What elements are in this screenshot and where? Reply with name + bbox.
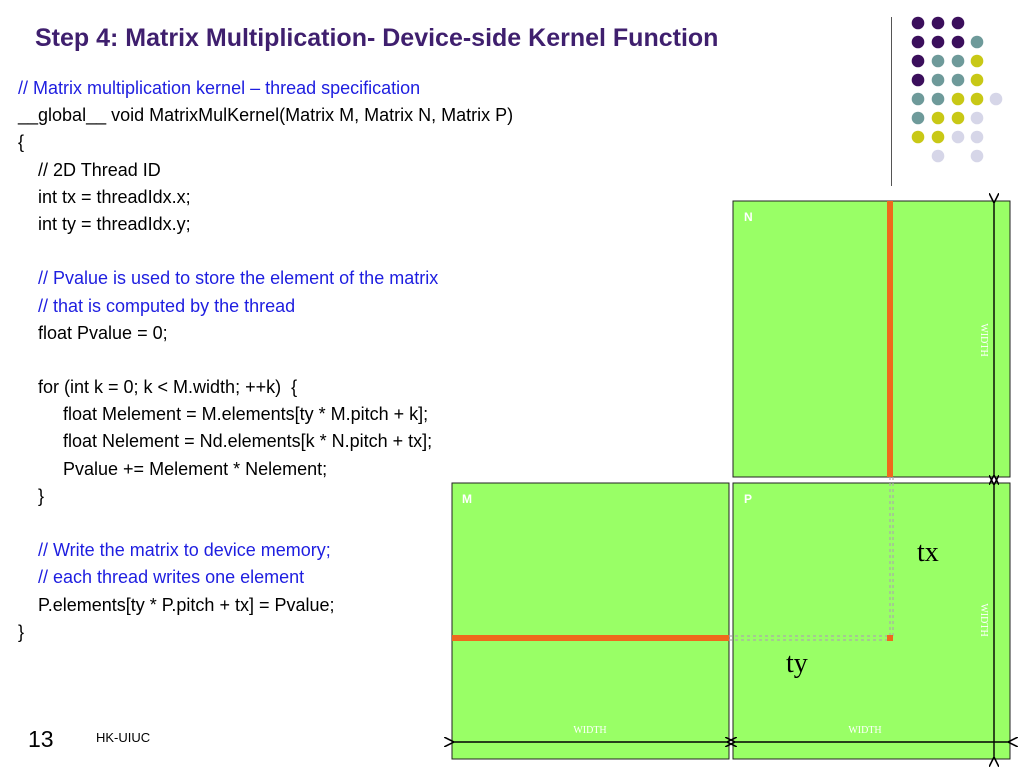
code-line: P.elements[ty * P.pitch + tx] = Pvalue; <box>18 594 335 615</box>
matrix-m <box>452 483 729 759</box>
code-line: } <box>18 621 25 642</box>
slide-title: Step 4: Matrix Multiplication- Device-side Kernel Function <box>35 24 719 52</box>
code-line: // 2D Thread ID <box>18 159 161 180</box>
page-number: 13 <box>28 726 54 752</box>
matrix-p-label: P <box>744 492 753 506</box>
code-line: int tx = threadIdx.x; <box>18 186 191 207</box>
matrix-m-label: M <box>462 492 472 506</box>
n-column-highlight <box>887 201 893 477</box>
m-width-label: WIDTH <box>573 725 607 736</box>
p-width-label-vertical: WIDTH <box>978 603 989 637</box>
matrix-n-label: N <box>744 210 753 224</box>
code-line: float Melement = M.elements[ty * M.pitch + k]; <box>18 404 429 425</box>
matrix-n <box>733 201 1010 477</box>
code-line: __global__ void MatrixMulKernel(Matrix M, Matrix N, Matrix P) <box>18 105 514 126</box>
code-line: for (int k = 0; k < M.width; ++k) { <box>18 377 298 398</box>
code-line: // Pvalue is used to store the element of the matrix <box>18 268 439 289</box>
code-line: // each thread writes one element <box>18 567 305 588</box>
m-row-highlight <box>452 635 729 641</box>
p-width-label-horizontal: WIDTH <box>848 725 882 736</box>
code-line: Pvalue += Melement * Nelement; <box>18 458 328 479</box>
matrix-p <box>733 483 1010 759</box>
code-line: float Pvalue = 0; <box>18 322 168 343</box>
code-line: int ty = threadIdx.y; <box>18 213 191 234</box>
code-line: // that is computed by the thread <box>18 295 296 316</box>
ty-label: ty <box>786 648 808 679</box>
footer-label: HK-UIUC <box>96 730 151 745</box>
n-width-label: WIDTH <box>978 323 989 357</box>
code-line: float Nelement = Nd.elements[k * N.pitch + tx]; <box>18 431 433 452</box>
p-element-highlight <box>887 635 893 641</box>
code-line: { <box>18 132 25 153</box>
code-line: // Write the matrix to device memory; <box>18 540 331 561</box>
code-line: } <box>18 485 45 506</box>
code-line: // Matrix multiplication kernel – thread specification <box>18 78 421 98</box>
tx-label: tx <box>917 537 939 568</box>
